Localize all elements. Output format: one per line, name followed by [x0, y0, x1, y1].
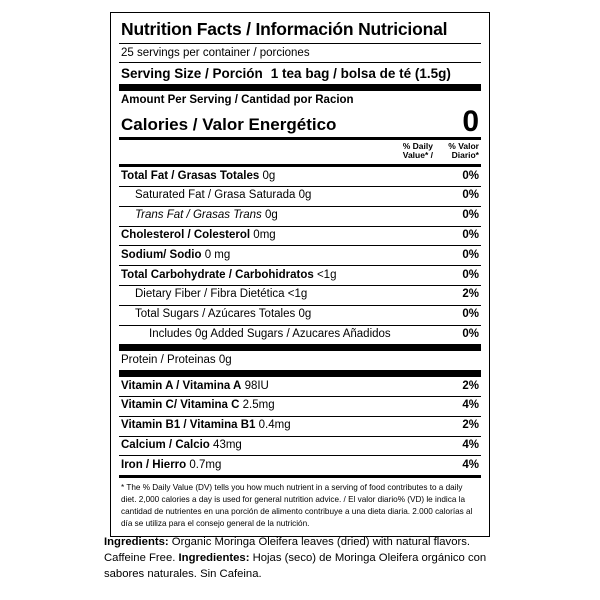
dv-header-es-line2: Diario*: [451, 150, 479, 161]
nutrient-amount: 0g: [264, 209, 278, 222]
vitamin-amount: 2.5mg: [242, 399, 275, 412]
nutrient-row: [119, 285, 481, 305]
servings-per-container: 25 servings per container / porciones: [121, 47, 310, 60]
dv-header-es-line1: % Valor: [448, 140, 479, 151]
daily-value-footnote: * The % Daily Value (DV) tells you how much nutrient in a serving of food contributes to a daily diet. 2,000 calories a day is used for general nutrition advice. / El valor diario% (VD) le indica la cantidad de nutrientes en una porción de alimento contribuye a una dieta diaria. 2.000 calorías al día se utiliza para el consejo general de la nutrición.: [119, 475, 481, 532]
nutrient-amount: 0 mg: [204, 248, 231, 261]
nutrient-label: Cholesterol / Colesterol: [121, 229, 251, 242]
vitamin-percent: 4%: [462, 458, 479, 471]
nutrient-percent: 0%: [462, 268, 479, 281]
nutrient-row: [119, 325, 481, 345]
vitamin-row: [119, 396, 481, 416]
nutrient-label: Saturated Fat / Grasa Saturada: [135, 189, 296, 202]
vitamin-amount: 43mg: [213, 439, 242, 452]
nutrient-amount: <1g: [287, 288, 308, 301]
daily-value-header-es: [433, 142, 479, 162]
nutrient-row: [119, 305, 481, 325]
nutrient-percent: 0%: [462, 308, 479, 321]
amount-per-serving-label: Amount Per Serving / Cantidad por Racion: [121, 94, 354, 107]
nutrient-label: Total Fat / Grasas Totales: [121, 169, 260, 182]
nutrient-row: [119, 186, 481, 206]
vitamin-amount: 98IU: [244, 379, 269, 392]
serving-size-label: Serving Size / Porción: [121, 66, 263, 82]
nutrient-row: [119, 265, 481, 285]
nutrient-label: Total Carbohydrate / Carbohidratos: [121, 268, 314, 281]
nutrient-label: Includes 0g Added Sugars / Azucares Añadidos: [149, 328, 391, 341]
vitamin-percent: 2%: [462, 419, 479, 432]
panel-title: Nutrition Facts / Información Nutricional: [121, 19, 448, 39]
nutrient-amount: <1g: [316, 268, 337, 281]
nutrient-percent: 0%: [462, 248, 479, 261]
vitamin-row: [119, 370, 481, 396]
divider-thick-top: [119, 84, 481, 91]
vitamin-label: Vitamin B1 / Vitamina B1: [121, 419, 256, 432]
nutrient-row: [119, 245, 481, 265]
nutrient-percent: 0%: [462, 209, 479, 222]
vitamin-row: [119, 455, 481, 475]
protein-row: [119, 344, 481, 370]
serving-size-value: 1 tea bag / bolsa de té (1.5g): [270, 66, 451, 82]
nutrient-percent: 2%: [462, 288, 479, 301]
calories-row: [119, 105, 481, 139]
nutrient-amount: 0mg: [253, 229, 276, 242]
vitamin-label: Vitamin C/ Vitamina C: [121, 399, 240, 412]
ingredients-label-en: Ingredients:: [104, 536, 169, 548]
vitamin-percent: 4%: [462, 399, 479, 412]
nutrient-amount: 0g: [298, 189, 312, 202]
nutrient-amount: 0g: [298, 308, 312, 321]
ingredients-label-es: Ingredientes:: [175, 552, 250, 565]
dv-header-en-line1: % Daily: [402, 140, 433, 151]
vitamin-amount: 0.4mg: [258, 419, 291, 432]
vitamin-label: Iron / Hierro: [121, 458, 187, 471]
nutrient-percent: 0%: [462, 189, 479, 202]
nutrient-percent: 0%: [462, 328, 479, 341]
ingredients-text-es: Hojas (seco) de Moringa Oleifera orgánico con sabores naturales. Sin Cafeina.: [104, 552, 487, 581]
vitamin-row: [119, 416, 481, 436]
calories-label: Calories / Valor Energético: [121, 114, 337, 134]
nutrient-label: Sodium/ Sodio: [121, 248, 202, 261]
nutrient-percent: 0%: [462, 169, 479, 182]
divider-under-title: [119, 43, 481, 44]
daily-value-header: [119, 140, 481, 165]
vitamin-row: [119, 436, 481, 456]
divider-under-servings: [119, 62, 481, 63]
ingredients-block: [104, 534, 504, 582]
nutrient-percent: 0%: [462, 229, 479, 242]
vitamin-amount: 0.7mg: [189, 458, 222, 471]
nutrient-label: Trans Fat / Grasas Trans: [135, 209, 262, 222]
nutrition-facts-panel: [110, 12, 490, 537]
protein-label: Protein / Proteinas: [121, 353, 216, 366]
nutrient-amount: 0g: [262, 169, 276, 182]
nutrient-row: [119, 226, 481, 246]
nutrient-label: Total Sugars / Azúcares Totales: [135, 308, 296, 321]
calories-value: 0: [462, 105, 479, 139]
vitamin-percent: 4%: [462, 439, 479, 452]
nutrient-row: [119, 164, 481, 186]
vitamin-label: Vitamin A / Vitamina A: [121, 379, 242, 392]
vitamin-label: Calcium / Calcio: [121, 439, 210, 452]
nutrient-row: [119, 206, 481, 226]
dv-header-en-line2: Value* /: [402, 150, 433, 161]
daily-value-header-en: [375, 142, 433, 162]
nutrient-label: Dietary Fiber / Fibra Dietética: [135, 288, 285, 301]
protein-amount: 0g: [218, 353, 232, 366]
ingredients-text-en: Organic Moringa Oleifera leaves (dried) with natural flavors. Caffeine Free.: [104, 536, 471, 565]
serving-size-row: [121, 66, 481, 81]
vitamin-percent: 2%: [462, 379, 479, 392]
